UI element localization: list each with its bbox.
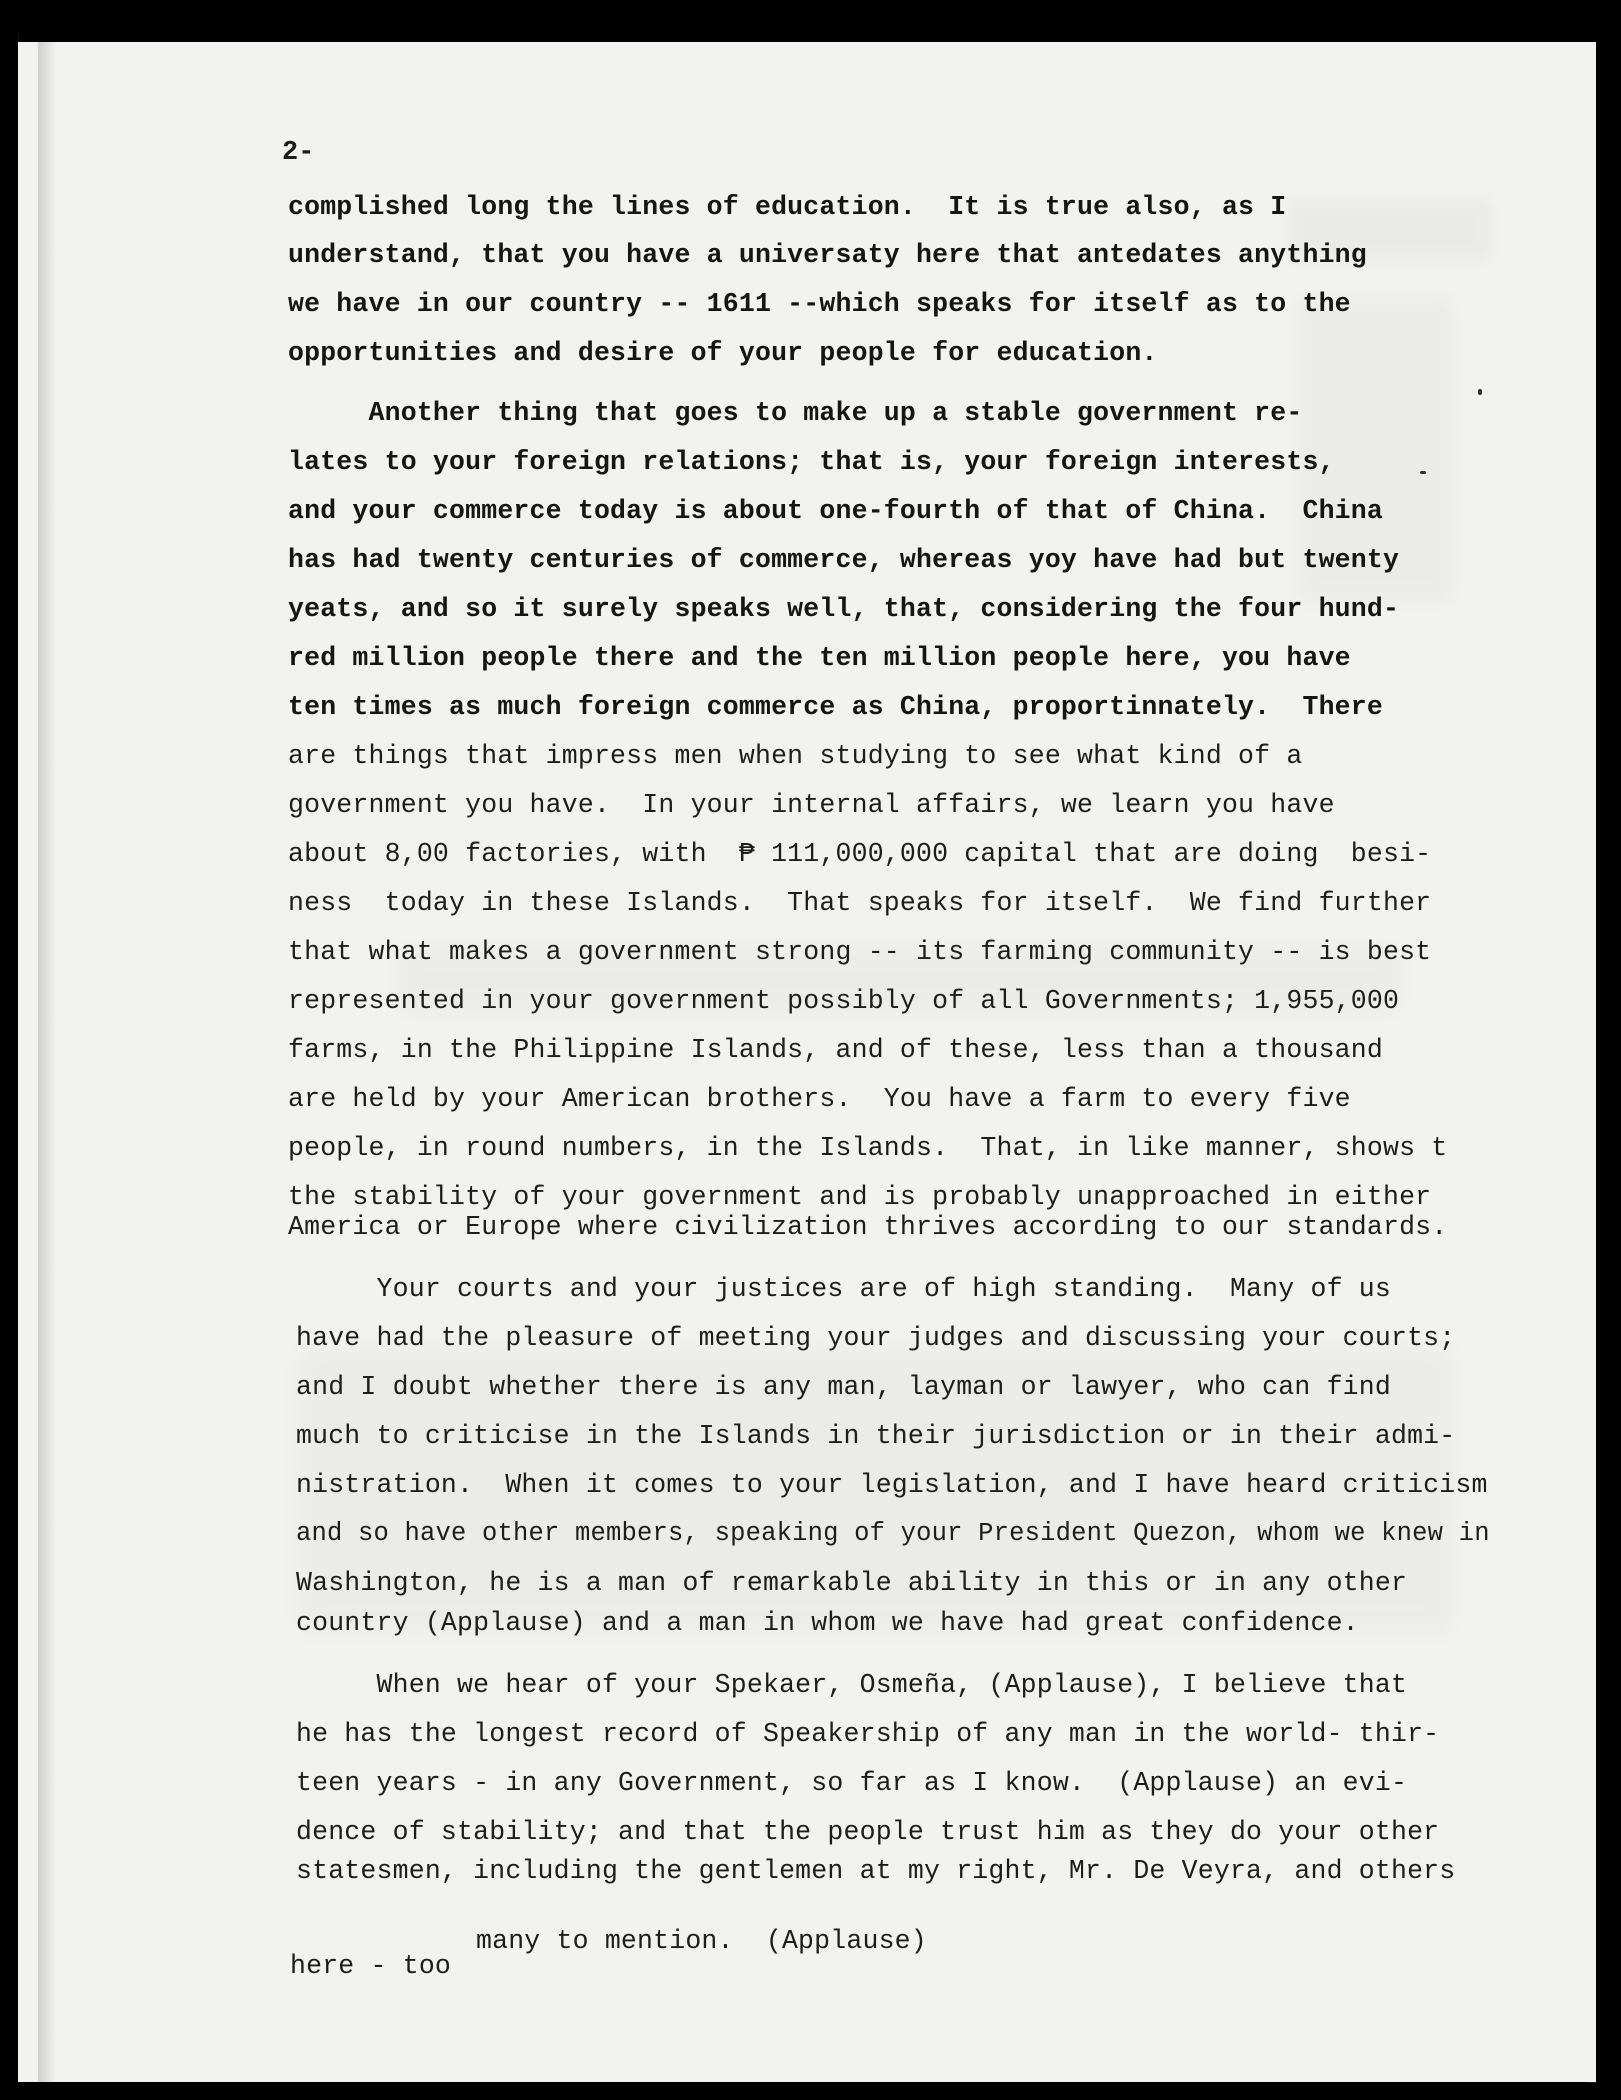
text-line: have had the pleasure of meeting your judges and discussing your courts; [296, 1323, 1456, 1353]
text-line: that what makes a government strong -- its farming community -- is best [288, 937, 1432, 967]
corner-mark-top-left [18, 34, 19, 42]
last-line-end: many to mention. (Applause) [476, 1926, 927, 1956]
text-line: people, in round numbers, in the Islands. That, in like manner, shows t [288, 1133, 1448, 1163]
text-line: are things that impress men when studying to see what kind of a [288, 741, 1303, 771]
text-line: government you have. In your internal affairs, we learn you have [288, 790, 1335, 820]
text-line: Another thing that goes to make up a stable government re- [288, 398, 1303, 428]
text-line: statesmen, including the gentlemen at my right, Mr. De Veyra, and others [296, 1856, 1456, 1886]
text-line: much to criticise in the Islands in their jurisdiction or in their admi- [296, 1421, 1456, 1451]
text-line: opportunities and desire of your people for education. [288, 338, 1158, 368]
text-line: ten times as much foreign commerce as China, proportinnately. There [288, 692, 1383, 722]
text-line: farms, in the Philippine Islands, and of these, less than a thousand [288, 1035, 1383, 1065]
text-line: nistration. When it comes to your legislation, and I have heard criticism [296, 1470, 1488, 1500]
last-line-start: here - too [290, 1951, 452, 1981]
text-line: dence of stability; and that the people trust him as they do your other [296, 1817, 1440, 1847]
page-number: 2- [282, 138, 315, 168]
page-edge-shadow [38, 42, 56, 2082]
ink-speck [1478, 389, 1482, 395]
text-line: America or Europe where civilization thrives according to our standards. [288, 1212, 1448, 1242]
text-line: red million people there and the ten million people here, you have [288, 643, 1351, 673]
text-line: understand, that you have a universaty here that antedates anything [288, 240, 1367, 270]
text-line: has had twenty centuries of commerce, whereas yoy have had but twenty [288, 545, 1400, 575]
text-line: teen years - in any Government, so far as I know. (Applause) an evi- [296, 1768, 1408, 1798]
text-line: country (Applause) and a man in whom we have had great confidence. [296, 1608, 1359, 1638]
text-line: he has the longest record of Speakership of any man in the world- thir- [296, 1719, 1440, 1749]
text-line: and I doubt whether there is any man, layman or lawyer, who can find [296, 1372, 1391, 1402]
text-line: we have in our country -- 1611 --which speaks for itself as to the [288, 289, 1351, 319]
text-line: complished long the lines of education. It is true also, as I [288, 192, 1287, 222]
corner-mark-bottom-right [1588, 2082, 1596, 2083]
text-line: lates to your foreign relations; that is, your foreign interests, [288, 447, 1335, 477]
text-line: the stability of your government and is probably unapproached in either [288, 1182, 1432, 1212]
ink-speck [1420, 471, 1426, 474]
text-line: When we hear of your Spekaer, Osmeña, (Applause), I believe that [296, 1670, 1408, 1700]
text-line: are held by your American brothers. You have a farm to every five [288, 1084, 1351, 1114]
text-line: Your courts and your justices are of high standing. Many of us [296, 1274, 1391, 1304]
text-line: represented in your government possibly of all Governments; 1,955,000 [288, 986, 1400, 1016]
text-line: Washington, he is a man of remarkable ability in this or in any other [296, 1568, 1408, 1598]
text-line: ness today in these Islands. That speaks for itself. We find further [288, 888, 1432, 918]
text-line: and so have other members, speaking of your President Quezon, whom we knew in [296, 1519, 1490, 1548]
text-line: about 8,00 factories, with ₱ 111,000,000 capital that are doing besi- [288, 839, 1432, 869]
text-line: yeats, and so it surely speaks well, that, considering the four hund- [288, 594, 1400, 624]
text-line: and your commerce today is about one-fourth of that of China. China [288, 496, 1383, 526]
